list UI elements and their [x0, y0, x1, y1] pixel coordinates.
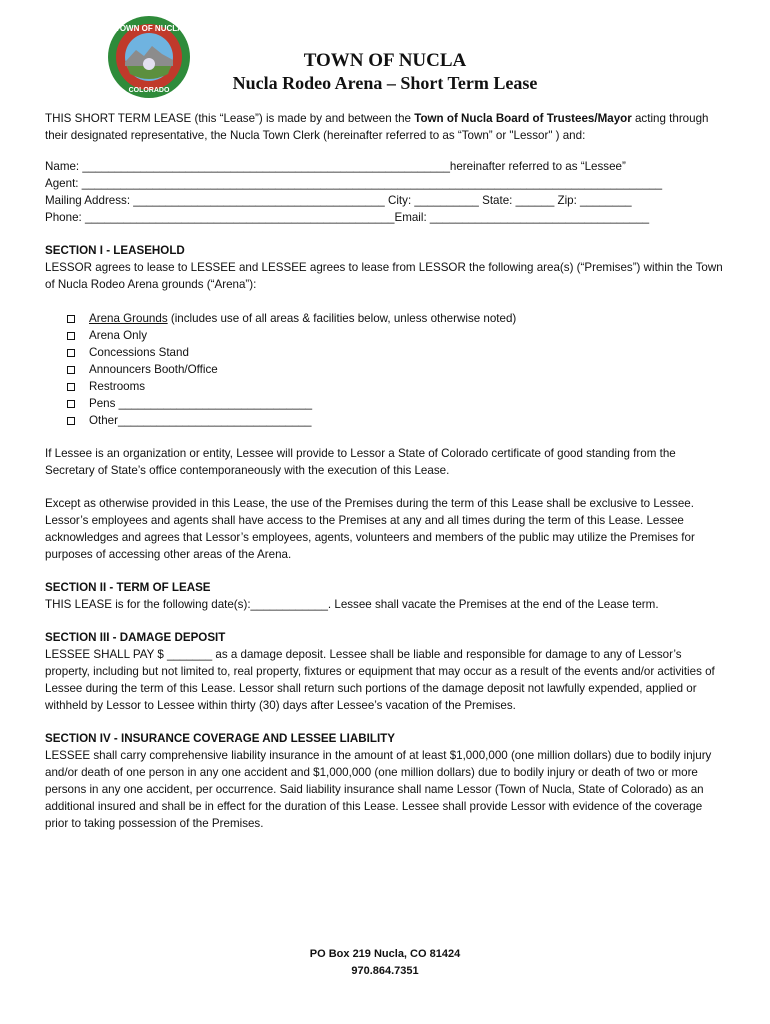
document-title: TOWN OF NUCLA	[303, 50, 467, 71]
name-field[interactable]: Name: _________________________________________________________hereinafter referred to as “Lessee”	[45, 160, 626, 173]
option-label: Pens ______________________________	[89, 397, 313, 410]
checkbox-icon[interactable]	[67, 400, 75, 408]
section1-para-good-standing: If Lessee is an organization or entity, Lessee will provide to Lessor a State of Colorado certificate of good standing from the Secretary of State’s office contemporaneously with the execution of this Lease.	[45, 447, 676, 477]
section1-body: LESSOR agrees to lease to LESSEE and LESSEE agrees to lease from LESSOR the following area(s) (“Premises”) within the Town of Nucla Rodeo Arena grounds (“Arena”):	[45, 261, 723, 291]
option-announcers-booth[interactable]	[67, 361, 725, 378]
checkbox-icon[interactable]	[67, 349, 75, 357]
intro-text-2: acting through their designated representative, the Nucla Town Clerk (hereinafter referred to as “Town” or "Lessor" ) and:	[45, 112, 709, 142]
footer-address: PO Box 219 Nucla, CO 81424	[309, 948, 461, 960]
option-label: Announcers Booth/Office	[89, 363, 218, 376]
document-title-block	[180, 50, 590, 94]
footer-phone: 970.864.7351	[351, 965, 419, 977]
section4-body: LESSEE shall carry comprehensive liability insurance in the amount of at least $1,000,000 (one million dollars) due to bodily injury and/or death of one person in any one accident and $1,000,000 (one million dollars) due to bodily injury or death of two or more persons in any one accident, per occurrence. Said liability insurance shall name Lessor (Town of Nucla, State of Colorado) as an additional insured and shall be in effect for the duration of this Lease. Lessee shall provide Lessor with evidence of the coverage prior to taking possession of the Premises.	[45, 749, 712, 830]
option-arena-only[interactable]	[67, 327, 725, 344]
footer	[0, 946, 770, 980]
seal-text-top: TOWN OF NUCLA	[115, 24, 183, 33]
option-other[interactable]	[67, 412, 725, 429]
mailing-address-field[interactable]: Mailing Address: _______________________________________ City: __________ State: ______ Zip: ________	[45, 194, 632, 207]
section1-para-exclusive-use: Except as otherwise provided in this Lease, the use of the Premises during the term of this Lease shall be exclusive to Lessee. Lessor’s employees and agents shall have access to the Premises at any and all times during the term of this Lease. Lessee acknowledges and agrees that Lessor’s employees, agents, volunteers and members of the public may utilize the Premises for purposes of accessing other areas of the Arena.	[45, 497, 695, 561]
option-label: Other______________________________	[89, 414, 312, 427]
phone-email-field[interactable]: Phone: ________________________________________________Email: __________________________________	[45, 211, 650, 224]
intro-bold-party: Town of Nucla Board of Trustees/Mayor	[414, 112, 632, 125]
section3-heading: SECTION III - DAMAGE DEPOSIT	[45, 631, 226, 644]
checkbox-icon[interactable]	[67, 383, 75, 391]
option-note: (includes use of all areas & facilities below, unless otherwise noted)	[167, 312, 517, 325]
section4-heading: SECTION IV - INSURANCE COVERAGE AND LESSEE LIABILITY	[45, 732, 395, 745]
option-pens[interactable]	[67, 395, 725, 412]
option-label: Restrooms	[89, 380, 146, 393]
option-concessions-stand[interactable]	[67, 344, 725, 361]
lease-body	[45, 110, 725, 832]
document-subtitle: Nucla Rodeo Arena – Short Term Lease	[232, 73, 538, 93]
section2-heading: SECTION II - TERM OF LEASE	[45, 581, 211, 594]
option-arena-grounds[interactable]	[67, 310, 725, 327]
seal-text-bottom: COLORADO	[128, 87, 170, 94]
premises-checklist	[45, 310, 725, 429]
section3-body: LESSEE SHALL PAY $ _______ as a damage deposit. Lessee shall be liable and responsible for damage to any of Lessor’s property, including but not limited to, real property, fixtures or equipment that may occur as a result of the events and/or activities of Lessee during the term of this Lease. Lessor shall return such portions of the damage deposit not lawfully expended, applied or withheld by Lessor to Lessee within thirty (30) days after Lessee’s vacation of the Premises.	[45, 648, 715, 712]
option-restrooms[interactable]	[67, 378, 725, 395]
checkbox-icon[interactable]	[67, 366, 75, 374]
section1-heading: SECTION I - LEASEHOLD	[45, 244, 185, 257]
agent-field[interactable]: Agent: __________________________________________________________________________________________	[45, 177, 663, 190]
intro-text-1: THIS SHORT TERM LEASE (this “Lease”) is made by and between the	[45, 112, 415, 125]
option-label: Arena Only	[89, 329, 147, 342]
intro-paragraph	[45, 110, 725, 144]
option-label: Concessions Stand	[89, 346, 189, 359]
checkbox-icon[interactable]	[67, 315, 75, 323]
option-label: Arena Grounds	[89, 312, 168, 325]
checkbox-icon[interactable]	[67, 417, 75, 425]
checkbox-icon[interactable]	[67, 332, 75, 340]
section2-body: THIS LEASE is for the following date(s):____________. Lessee shall vacate the Premises at the end of the Lease term.	[45, 598, 659, 611]
